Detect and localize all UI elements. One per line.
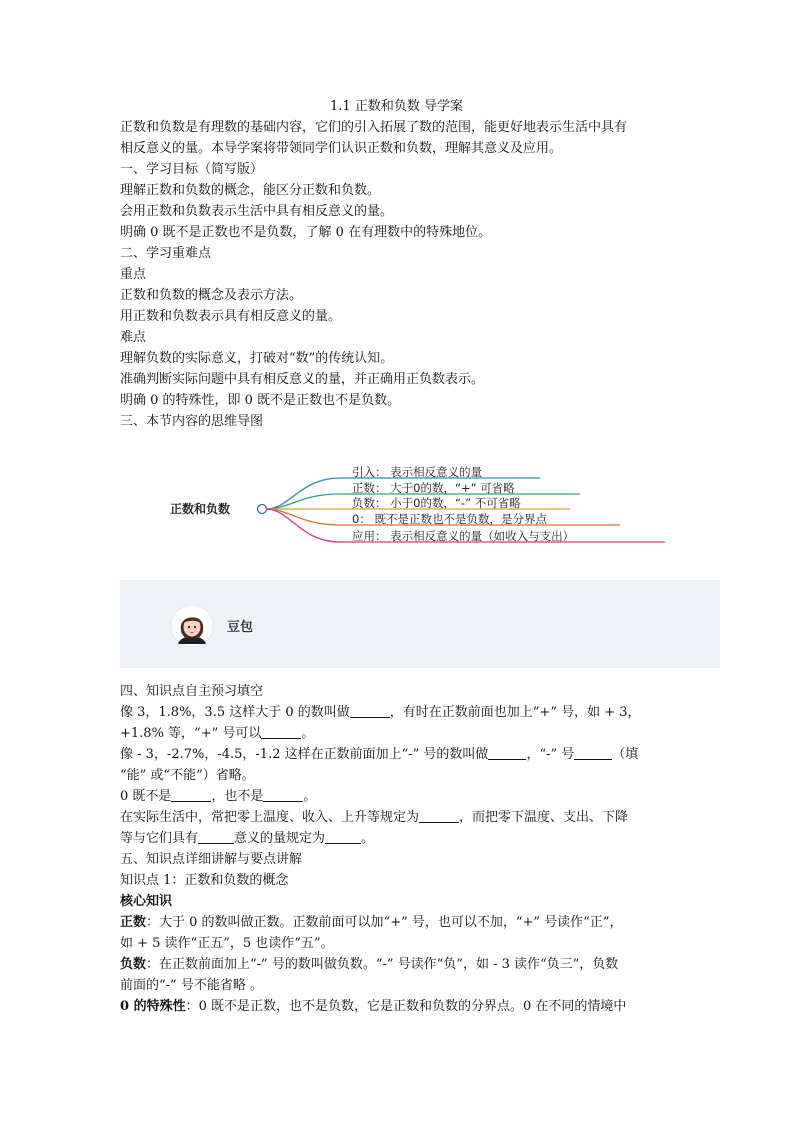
key-point-2: 用正数和负数表示具有相反意义的量。 (120, 309, 342, 324)
fill-q1-text-c: +1.8% 等，“+” 号可以 (120, 726, 262, 741)
section-1-heading: 一、学习目标（简写版） (120, 162, 264, 177)
branch-label-3: 负数： 小于0的数，“-” 不可省略 (352, 496, 521, 510)
positive-label: 正数 (120, 915, 147, 930)
fill-q1-text-a: 像 3，1.8%，3.5 这样大于 0 的数叫做 (120, 705, 350, 720)
core-knowledge-label: 核心知识 (120, 894, 173, 909)
key-points-label: 重点 (120, 267, 147, 282)
key-point-1: 正数和负数的概念及表示方法。 (120, 288, 303, 303)
fill-q4-text-e: 。 (361, 831, 375, 846)
answer-blank[interactable] (325, 829, 361, 844)
goal-item-3: 明确 0 既不是正数也不是负数，了解 0 在有理数中的特殊地位。 (120, 225, 492, 240)
positive-def-text: ：大于 0 的数叫做正数。正数前面可以加“+” 号，也可以不加，“+” 号读作“正”， (146, 915, 623, 930)
fill-q4-line-2 (120, 828, 680, 849)
mind-map (160, 462, 680, 557)
answer-blank[interactable] (263, 787, 303, 802)
negative-def-line-1 (120, 954, 680, 975)
answer-blank[interactable] (488, 745, 526, 760)
fill-q2-line-1 (120, 744, 680, 765)
fill-q4-text-b: ，而把零下温度、支出、下降 (459, 810, 629, 825)
branch-label-5: 应用： 表示相反意义的量（如收入与支出） (352, 529, 575, 543)
zero-label: 0 的特殊性 (120, 999, 186, 1014)
section-4-heading: 四、知识点自主预习填空 (120, 684, 264, 699)
difficult-point-2: 准确判断实际问题中具有相反意义的量，并正确用正负数表示。 (120, 372, 485, 387)
fill-q1-line-1 (120, 702, 680, 723)
section-2-heading: 二、学习重难点 (120, 246, 212, 261)
section-5-heading: 五、知识点详细讲解与要点讲解 (120, 852, 303, 867)
goal-item-1: 理解正数和负数的概念，能区分正数和负数。 (120, 183, 381, 198)
difficult-point-1: 理解负数的实际意义，打破对“数”的传统认知。 (120, 351, 394, 366)
fill-q4-text-a: 在实际生活中，常把零上温度、收入、上升等规定为 (120, 810, 420, 825)
branch-label-1: 引入： 表示相反意义的量 (352, 465, 483, 479)
positive-def-line-2: 如 + 5 读作“正五”，5 也读作“五”。 (120, 936, 334, 951)
avatar[interactable] (170, 604, 214, 648)
negative-label: 负数 (120, 957, 147, 972)
zero-def-text: ：0 既不是正数，也不是负数，它是正数和负数的分界点。0 在不同的情境中 (185, 999, 627, 1014)
goal-item-2: 会用正数和负数表示生活中具有相反意义的量。 (120, 204, 394, 219)
fill-q2-text-a: 像 - 3，-2.7%，-4.5，-1.2 这样在正数前面加上“-” 号的数叫做 (120, 747, 489, 762)
positive-def-line-1 (120, 912, 680, 933)
section-3-heading: 三、本节内容的思维导图 (120, 414, 264, 429)
fill-q3-text-b: ，也不是 (211, 789, 264, 804)
intro-line-1: 正数和负数是有理数的基础内容，它们的引入拓展了数的范围，能更好地表示生活中具有 (120, 120, 628, 135)
fill-q1-text-d: 。 (301, 726, 315, 741)
answer-blank[interactable] (261, 724, 301, 739)
negative-def-line-2: 前面的“-” 号不能省略 。 (120, 978, 263, 993)
fill-q4-line-1 (120, 807, 680, 828)
fill-q2-text-c: （填 (612, 747, 639, 762)
knowledge-point-1-title: 知识点 1：正数和负数的概念 (120, 873, 289, 888)
fill-q3-line (120, 786, 680, 807)
zero-def-line (120, 996, 680, 1017)
mind-map-root: 正数和负数 (170, 502, 231, 516)
difficult-point-3: 明确 0 的特殊性，即 0 既不是正数也不是负数。 (120, 393, 401, 408)
negative-def-text: ：在正数前面加上“-” 号的数叫做负数。“-” 号读作“负”，如 - 3 读作“负三”，负数 (146, 957, 619, 972)
branch-label-2: 正数： 大于0的数，“+” 可省略 (352, 481, 515, 495)
fill-q3-text-c: 。 (303, 789, 317, 804)
fill-q4-text-d: 意义的量规定为 (234, 831, 326, 846)
fill-q2-line-2: “能” 或“不能”）省略。 (120, 768, 255, 783)
branch-label-4: 0： 既不是正数也不是负数，是分界点 (352, 512, 547, 526)
intro-line-2: 相反意义的量。本导学案将带领同学们认识正数和负数，理解其意义及应用。 (120, 141, 563, 156)
answer-blank[interactable] (350, 703, 390, 718)
answer-blank[interactable] (419, 808, 459, 823)
fill-q3-text-a: 0 既不是 (120, 789, 172, 804)
mind-map-root-node-icon (258, 505, 267, 514)
fill-q1-text-b: ，有时在正数前面也加上“+” 号，如 + 3， (389, 705, 641, 720)
answer-blank[interactable] (198, 829, 234, 844)
branch-connector-5 (266, 509, 340, 542)
page-title: 1.1 正数和负数 导学案 (330, 99, 463, 114)
branch-connector-1 (266, 478, 340, 509)
answer-blank[interactable] (574, 745, 612, 760)
answer-blank[interactable] (171, 787, 211, 802)
fill-q2-text-b: ，“-” 号 (526, 747, 575, 762)
assistant-name: 豆包 (227, 620, 254, 635)
fill-q4-text-c: 等与它们具有 (120, 831, 199, 846)
fill-q1-line-2 (120, 723, 680, 744)
difficult-points-label: 难点 (120, 330, 147, 345)
